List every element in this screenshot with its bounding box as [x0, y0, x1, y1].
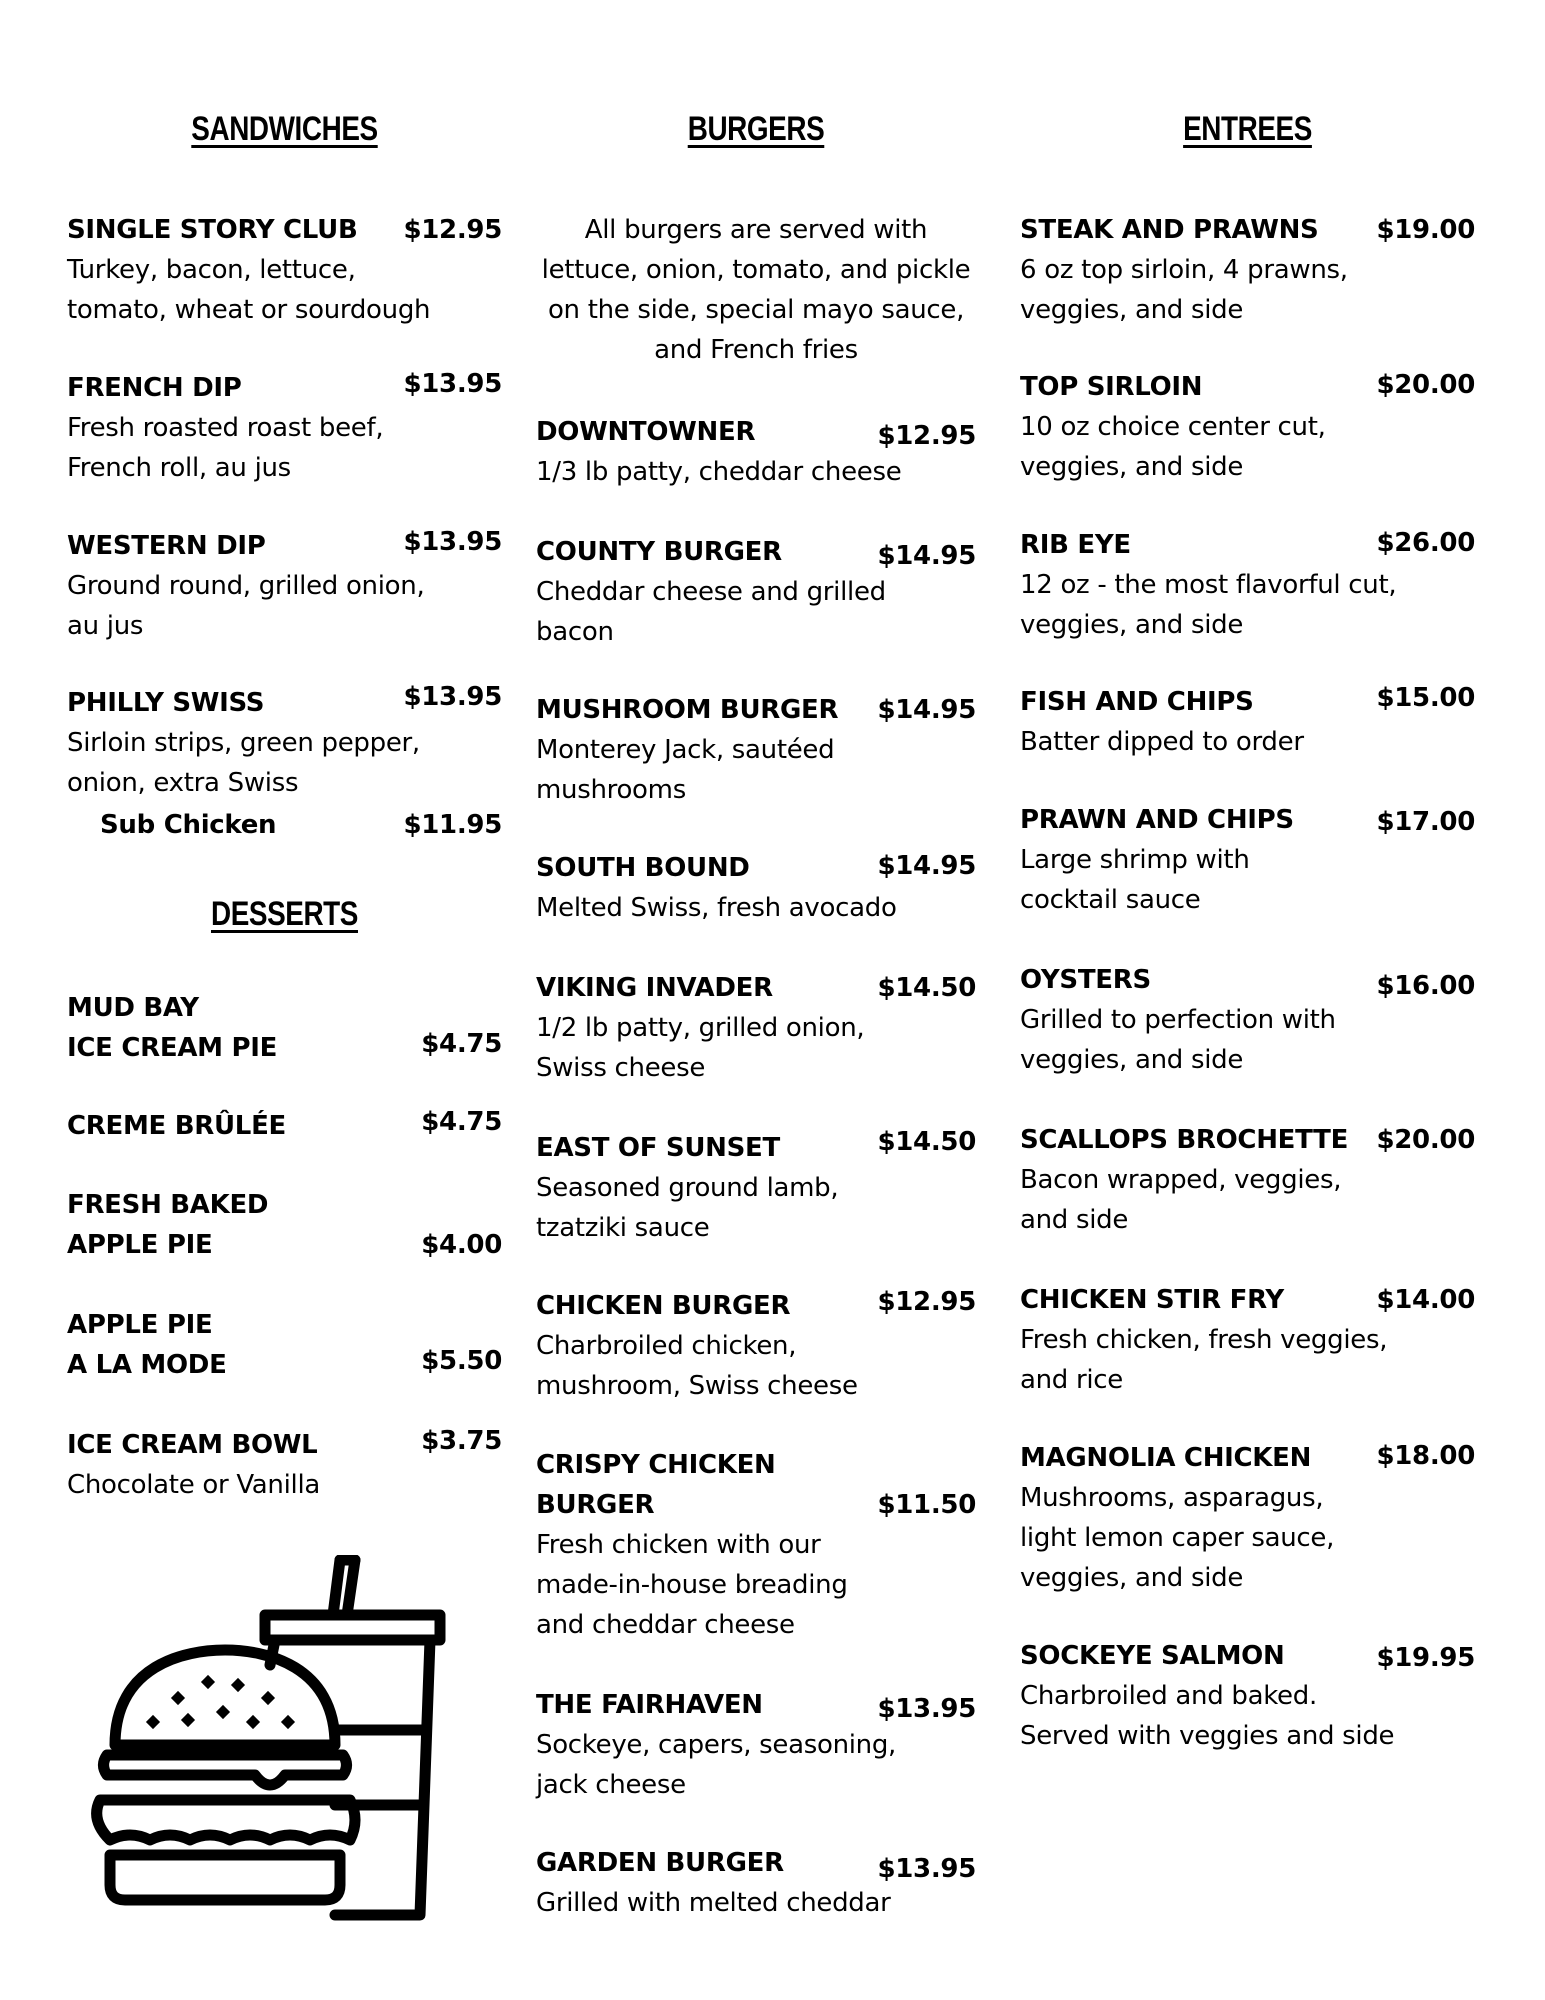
item-description: Cheddar cheese and grilled [536, 577, 886, 607]
item-price: $17.00 [1376, 807, 1475, 837]
item-price: $4.75 [421, 1107, 502, 1137]
menu-item-top-sirloin [1020, 367, 1475, 487]
item-name: CRISPY CHICKEN [536, 1450, 776, 1480]
item-description: Sockeye, capers, seasoning, [536, 1730, 897, 1760]
menu-item-single-story-club [67, 210, 502, 330]
item-price: $15.00 [1376, 683, 1475, 713]
item-name: SCALLOPS BROCHETTE [1020, 1125, 1349, 1155]
menu-item-western-dip [67, 526, 502, 646]
menu-item-viking-invader [536, 968, 976, 1088]
item-name: OYSTERS [1020, 965, 1151, 995]
item-description: Seasoned ground lamb, [536, 1173, 839, 1203]
item-description: 6 oz top sirloin, 4 prawns, [1020, 255, 1348, 285]
item-description: 12 oz - the most flavorful cut, [1020, 570, 1397, 600]
item-name: PRAWN AND CHIPS [1020, 805, 1294, 835]
burgers-intro [536, 210, 976, 370]
item-description: veggies, and side [1020, 452, 1244, 482]
item-price: $14.50 [877, 973, 976, 1003]
item-description: onion, extra Swiss [67, 768, 299, 798]
item-name: STEAK AND PRAWNS [1020, 215, 1319, 245]
menu-item-scallops-brochette [1020, 1120, 1475, 1240]
menu-item-fresh-baked-apple-pie [67, 1185, 502, 1265]
desserts-heading: DESSERTS [210, 895, 358, 933]
item-description: veggies, and side [1020, 295, 1244, 325]
item-name: EAST OF SUNSET [536, 1133, 780, 1163]
item-description: veggies, and side [1020, 610, 1244, 640]
item-description: veggies, and side [1020, 1563, 1244, 1593]
menu-item-mushroom-burger [536, 690, 976, 810]
menu-item-garden-burger [536, 1843, 976, 1923]
item-description: bacon [536, 617, 614, 647]
item-price: $13.95 [403, 527, 502, 557]
item-price: $12.95 [403, 215, 502, 245]
item-description: Melted Swiss, fresh avocado [536, 893, 897, 923]
item-price: $14.95 [877, 541, 976, 571]
item-description: light lemon caper sauce, [1020, 1523, 1335, 1553]
menu-item-east-of-sunset [536, 1128, 976, 1248]
item-price: $20.00 [1376, 1125, 1475, 1155]
item-name: CHICKEN BURGER [536, 1291, 791, 1321]
intro-line: lettuce, onion, tomato, and pickle [541, 255, 971, 285]
item-name: BURGER [536, 1490, 655, 1520]
item-price: $4.75 [421, 1029, 502, 1059]
item-description: jack cheese [536, 1770, 686, 1800]
item-name: SINGLE STORY CLUB [67, 215, 358, 245]
item-description: veggies, and side [1020, 1045, 1244, 1075]
item-name: A LA MODE [67, 1350, 227, 1380]
menu-item-crispy-chicken-burger [536, 1445, 976, 1645]
item-price: $13.95 [877, 1854, 976, 1884]
item-name: RIB EYE [1020, 530, 1131, 560]
item-price: $4.00 [421, 1230, 502, 1260]
menu-item-county-burger [536, 532, 976, 652]
item-description: Chocolate or Vanilla [67, 1470, 320, 1500]
item-name: MAGNOLIA CHICKEN [1020, 1443, 1312, 1473]
item-description: Fresh chicken, fresh veggies, [1020, 1325, 1388, 1355]
menu-item-philly-swiss [67, 683, 502, 803]
item-description: Sirloin strips, green pepper, [67, 728, 420, 758]
item-name: SOCKEYE SALMON [1020, 1641, 1285, 1671]
item-price: $16.00 [1376, 971, 1475, 1001]
item-name: VIKING INVADER [536, 973, 773, 1003]
item-price: $12.95 [877, 421, 976, 451]
item-price: $11.50 [877, 1490, 976, 1520]
menu-item-south-bound [536, 848, 976, 928]
item-price: $14.95 [877, 695, 976, 725]
item-description: Served with veggies and side [1020, 1721, 1395, 1751]
item-name: APPLE PIE [67, 1310, 213, 1340]
menu-item-rib-eye [1020, 525, 1475, 645]
item-name: MUSHROOM BURGER [536, 695, 839, 725]
item-description: and side [1020, 1205, 1129, 1235]
item-description: tzatziki sauce [536, 1213, 710, 1243]
item-name: PHILLY SWISS [67, 688, 265, 718]
item-description: Charbroiled and baked. [1020, 1681, 1317, 1711]
menu-item-apple-pie-a-la-mode [67, 1305, 502, 1385]
item-description: Monterey Jack, sautéed [536, 735, 835, 765]
item-description: and rice [1020, 1365, 1123, 1395]
burger-and-drink-icon [85, 1555, 465, 1925]
item-name: CHICKEN STIR FRY [1020, 1285, 1284, 1315]
menu-item-creme-brulee [67, 1106, 502, 1146]
item-name: ICE CREAM BOWL [67, 1430, 318, 1460]
item-price: $19.95 [1376, 1643, 1475, 1673]
item-name: DOWNTOWNER [536, 417, 756, 447]
menu-item-magnolia-chicken [1020, 1438, 1475, 1598]
item-description: Ground round, grilled onion, [67, 571, 425, 601]
sandwiches-heading: SANDWICHES [191, 110, 378, 148]
item-price: $12.95 [877, 1287, 976, 1317]
item-description: 10 oz choice center cut, [1020, 412, 1326, 442]
item-name: THE FAIRHAVEN [536, 1690, 763, 1720]
item-description: au jus [67, 611, 144, 641]
item-description: Large shrimp with [1020, 845, 1250, 875]
intro-line: and French fries [654, 335, 858, 365]
item-description: and cheddar cheese [536, 1610, 795, 1640]
item-description: tomato, wheat or sourdough [67, 295, 431, 325]
item-name: FRESH BAKED [67, 1190, 269, 1220]
item-price: $11.95 [403, 810, 502, 840]
item-name: Sub Chicken [100, 810, 277, 840]
item-price: $13.95 [403, 369, 502, 399]
item-description: mushroom, Swiss cheese [536, 1371, 858, 1401]
item-description: Batter dipped to order [1020, 727, 1304, 757]
item-name: FRENCH DIP [67, 373, 242, 403]
menu-item-oysters [1020, 960, 1475, 1080]
menu-item-steak-and-prawns [1020, 210, 1475, 330]
item-description: made-in-house breading [536, 1570, 848, 1600]
menu-item-sockeye-salmon [1020, 1636, 1475, 1756]
item-description: Mushrooms, asparagus, [1020, 1483, 1324, 1513]
intro-line: All burgers are served with [584, 215, 928, 245]
burgers-heading: BURGERS [687, 110, 825, 148]
item-description: Grilled with melted cheddar [536, 1888, 891, 1918]
item-price: $20.00 [1376, 370, 1475, 400]
item-description: Fresh chicken with our [536, 1530, 821, 1560]
item-price: $26.00 [1376, 528, 1475, 558]
item-name: ICE CREAM PIE [67, 1033, 278, 1063]
item-name: APPLE PIE [67, 1230, 213, 1260]
item-description: 1/3 lb patty, cheddar cheese [536, 457, 902, 487]
item-price: $3.75 [421, 1426, 502, 1456]
menu-item-chicken-stir-fry [1020, 1280, 1475, 1400]
item-name: COUNTY BURGER [536, 537, 782, 567]
item-name: CREME BRÛLÉE [67, 1111, 286, 1141]
item-name: WESTERN DIP [67, 531, 266, 561]
menu-item-downtowner [536, 412, 976, 492]
item-name: TOP SIRLOIN [1020, 372, 1203, 402]
item-description: Swiss cheese [536, 1053, 706, 1083]
item-name: GARDEN BURGER [536, 1848, 784, 1878]
menu-item-chicken-burger [536, 1286, 976, 1406]
item-description: mushrooms [536, 775, 686, 805]
menu-subitem-sub-chicken [67, 805, 502, 845]
item-description: cocktail sauce [1020, 885, 1201, 915]
menu-item-the-fairhaven [536, 1685, 976, 1805]
menu-item-ice-cream-bowl [67, 1425, 502, 1505]
menu-item-fish-and-chips [1020, 682, 1475, 762]
item-price: $13.95 [877, 1694, 976, 1724]
item-description: 1/2 lb patty, grilled onion, [536, 1013, 865, 1043]
item-price: $14.00 [1376, 1285, 1475, 1315]
item-description: French roll, au jus [67, 453, 291, 483]
item-price: $19.00 [1376, 215, 1475, 245]
item-price: $14.95 [877, 851, 976, 881]
item-price: $14.50 [877, 1127, 976, 1157]
intro-line: on the side, special mayo sauce, [547, 295, 965, 325]
entrees-heading: ENTREES [1183, 110, 1312, 148]
item-name: MUD BAY [67, 993, 199, 1023]
item-price: $18.00 [1376, 1441, 1475, 1471]
cup-lid [265, 1615, 440, 1640]
item-description: Bacon wrapped, veggies, [1020, 1165, 1342, 1195]
menu-item-mud-bay-ice-cream-pie [67, 988, 502, 1068]
item-price: $5.50 [421, 1346, 502, 1376]
item-description: Charbroiled chicken, [536, 1331, 797, 1361]
item-name: SOUTH BOUND [536, 853, 750, 883]
item-price: $13.95 [403, 682, 502, 712]
item-description: Grilled to perfection with [1020, 1005, 1336, 1035]
item-description: Fresh roasted roast beef, [67, 413, 384, 443]
item-description: Turkey, bacon, lettuce, [67, 255, 356, 285]
menu-item-prawn-and-chips [1020, 800, 1475, 920]
item-name: FISH AND CHIPS [1020, 687, 1254, 717]
menu-item-french-dip [67, 368, 502, 488]
